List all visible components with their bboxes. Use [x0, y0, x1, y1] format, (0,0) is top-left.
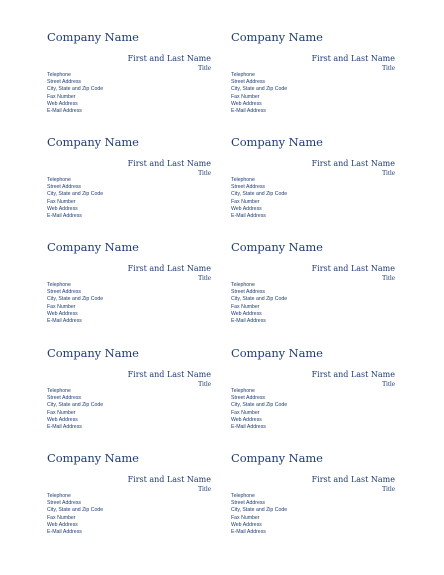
fax-line: Fax Number: [47, 93, 76, 100]
web-line: Web Address: [231, 310, 262, 317]
fax-line: Fax Number: [47, 303, 76, 310]
fax-line: Fax Number: [47, 198, 76, 205]
street-line: Street Address: [47, 289, 82, 296]
street-line: Street Address: [231, 289, 266, 296]
email-line: E-Mail Address: [47, 528, 82, 535]
person-name: First and Last Name: [311, 264, 395, 273]
company-name: Company Name: [231, 346, 323, 360]
fax-line: Fax Number: [231, 198, 260, 205]
business-card: [47, 240, 215, 340]
company-name: Company Name: [231, 135, 323, 149]
email-line: E-Mail Address: [231, 423, 266, 430]
telephone-line: Telephone: [231, 282, 255, 288]
person-name: First and Last Name: [311, 54, 395, 63]
city-line: City, State and Zip Code: [47, 402, 104, 409]
telephone-line: Telephone: [47, 388, 71, 394]
street-line: Street Address: [231, 184, 266, 191]
business-card: [47, 451, 215, 551]
telephone-line: Telephone: [231, 72, 255, 78]
job-title: Title: [382, 380, 395, 388]
web-line: Web Address: [47, 521, 78, 528]
business-card: [231, 346, 399, 446]
email-line: E-Mail Address: [47, 212, 82, 219]
email-line: E-Mail Address: [231, 317, 266, 324]
job-title: Title: [198, 169, 211, 177]
email-line: E-Mail Address: [47, 423, 82, 430]
job-title: Title: [382, 64, 395, 72]
job-title: Title: [382, 169, 395, 177]
business-card: [231, 451, 399, 551]
company-name: Company Name: [231, 30, 323, 44]
telephone-line: Telephone: [47, 177, 71, 183]
fax-line: Fax Number: [231, 93, 260, 100]
job-title: Title: [382, 485, 395, 493]
fax-line: Fax Number: [231, 409, 260, 416]
city-line: City, State and Zip Code: [231, 191, 288, 198]
street-line: Street Address: [231, 79, 266, 86]
web-line: Web Address: [231, 205, 262, 212]
web-line: Web Address: [47, 100, 78, 107]
contact-details: [47, 493, 103, 536]
job-title: Title: [198, 64, 211, 72]
web-line: Web Address: [231, 416, 262, 423]
business-card: [47, 30, 215, 130]
person-name: First and Last Name: [127, 475, 211, 484]
company-name: Company Name: [47, 346, 139, 360]
contact-details: [231, 493, 287, 536]
city-line: City, State and Zip Code: [231, 296, 288, 303]
contact-details: [231, 388, 287, 431]
telephone-line: Telephone: [231, 388, 255, 394]
company-name: Company Name: [47, 451, 139, 465]
person-name: First and Last Name: [127, 159, 211, 168]
person-name: First and Last Name: [311, 370, 395, 379]
street-line: Street Address: [231, 395, 266, 402]
business-card: [231, 30, 399, 130]
email-line: E-Mail Address: [231, 107, 266, 114]
street-line: Street Address: [231, 500, 266, 507]
fax-line: Fax Number: [231, 303, 260, 310]
web-line: Web Address: [231, 100, 262, 107]
contact-details: [47, 72, 103, 115]
city-line: City, State and Zip Code: [231, 86, 288, 93]
city-line: City, State and Zip Code: [47, 191, 104, 198]
fax-line: Fax Number: [47, 409, 76, 416]
street-line: Street Address: [47, 79, 82, 86]
web-line: Web Address: [231, 521, 262, 528]
telephone-line: Telephone: [231, 177, 255, 183]
contact-details: [231, 282, 287, 325]
business-card: [231, 135, 399, 235]
company-name: Company Name: [47, 135, 139, 149]
street-line: Street Address: [47, 184, 82, 191]
telephone-line: Telephone: [47, 282, 71, 288]
contact-details: [231, 72, 287, 115]
job-title: Title: [382, 274, 395, 282]
telephone-line: Telephone: [231, 493, 255, 499]
company-name: Company Name: [231, 451, 323, 465]
email-line: E-Mail Address: [231, 212, 266, 219]
fax-line: Fax Number: [47, 514, 76, 521]
person-name: First and Last Name: [127, 370, 211, 379]
web-line: Web Address: [47, 416, 78, 423]
web-line: Web Address: [47, 310, 78, 317]
email-line: E-Mail Address: [47, 317, 82, 324]
telephone-line: Telephone: [47, 72, 71, 78]
fax-line: Fax Number: [231, 514, 260, 521]
street-line: Street Address: [47, 500, 82, 507]
city-line: City, State and Zip Code: [231, 402, 288, 409]
contact-details: [231, 177, 287, 220]
city-line: City, State and Zip Code: [47, 86, 104, 93]
person-name: First and Last Name: [311, 475, 395, 484]
email-line: E-Mail Address: [47, 107, 82, 114]
contact-details: [47, 177, 103, 220]
city-line: City, State and Zip Code: [47, 296, 104, 303]
email-line: E-Mail Address: [231, 528, 266, 535]
job-title: Title: [198, 380, 211, 388]
job-title: Title: [198, 485, 211, 493]
company-name: Company Name: [231, 240, 323, 254]
business-card: [47, 135, 215, 235]
company-name: Company Name: [47, 30, 139, 44]
business-card: [47, 346, 215, 446]
street-line: Street Address: [47, 395, 82, 402]
person-name: First and Last Name: [127, 54, 211, 63]
business-card: [231, 240, 399, 340]
contact-details: [47, 388, 103, 431]
city-line: City, State and Zip Code: [47, 507, 104, 514]
job-title: Title: [198, 274, 211, 282]
person-name: First and Last Name: [311, 159, 395, 168]
telephone-line: Telephone: [47, 493, 71, 499]
web-line: Web Address: [47, 205, 78, 212]
contact-details: [47, 282, 103, 325]
city-line: City, State and Zip Code: [231, 507, 288, 514]
person-name: First and Last Name: [127, 264, 211, 273]
company-name: Company Name: [47, 240, 139, 254]
